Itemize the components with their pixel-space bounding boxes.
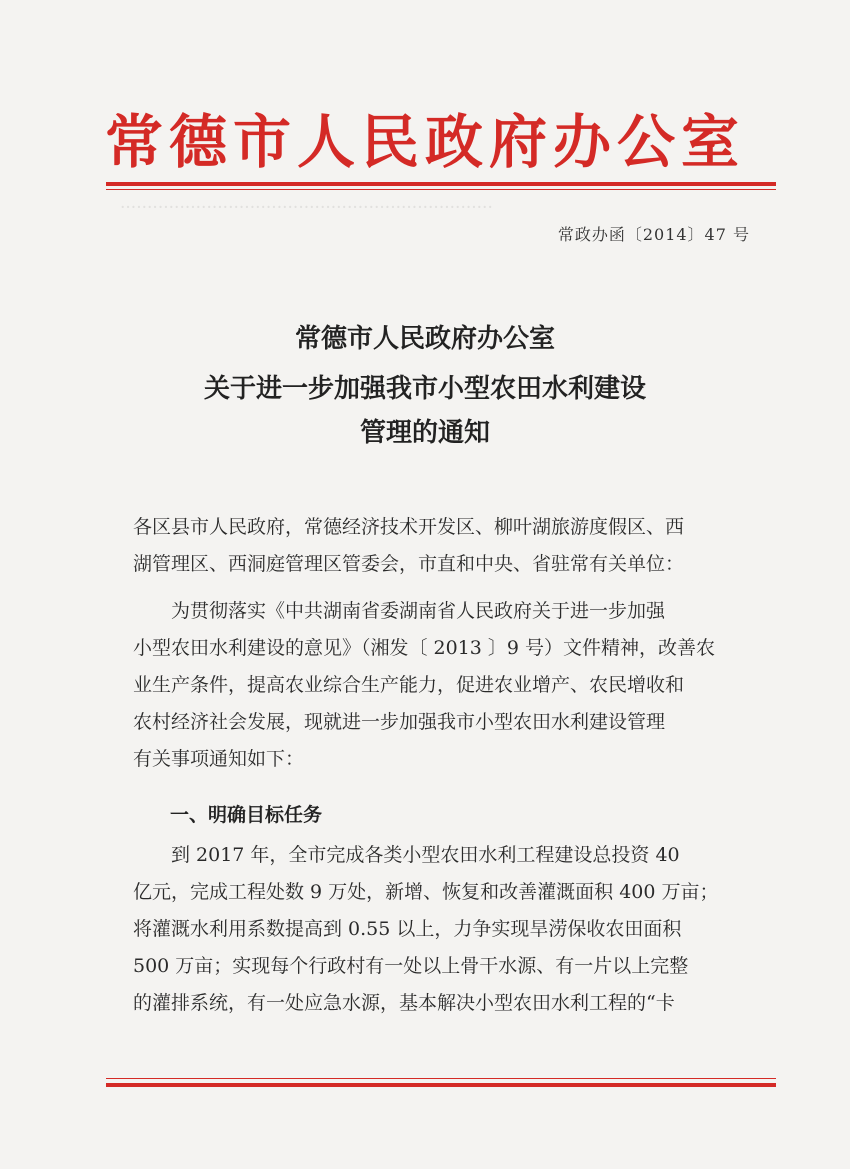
intro-paragraph: [133, 593, 749, 778]
addressee-line: 湖管理区、西洞庭管理区管委会，市直和中央、省驻常有关单位：: [133, 553, 685, 575]
paragraph-line: 小型农田水利建设的意见》（湘发〔 2013 〕9 号）文件精神，改善农: [133, 637, 716, 659]
bleed-through-text: ·····································································: [120, 198, 493, 218]
paragraph-line: 有关事项通知如下：: [133, 748, 305, 770]
paragraph-line: 500 万亩；实现每个行政村有一处以上骨干水源、有一片以上完整: [133, 955, 689, 977]
section-heading: 一、明确目标任务: [170, 804, 323, 826]
addressee: [133, 509, 749, 583]
document-number: 常政办函〔2014〕47 号: [557, 225, 750, 244]
title-line-1: 常德市人民政府办公室: [294, 324, 555, 354]
masthead-rule-thin: [106, 189, 776, 190]
paragraph-line: 农村经济社会发展，现就进一步加强我市小型农田水利建设管理: [133, 711, 666, 733]
paragraph-line: 业生产条件，提高农业综合生产能力，促进农业增产、农民增收和: [133, 674, 685, 696]
footer-rule-thin: [106, 1078, 776, 1079]
addressee-line: 各区县市人民政府，常德经济技术开发区、柳叶湖旅游度假区、西: [133, 516, 685, 538]
paragraph-line: 将灌溉水利用系数提高到 0.55 以上，力争实现旱涝保收农田面积: [133, 918, 682, 940]
masthead-title: 常德市人民政府办公室: [104, 108, 745, 176]
title-line-2: 关于进一步加强我市小型农田水利建设: [203, 374, 646, 404]
paragraph-line: 为贯彻落实《中共湖南省委湖南省人民政府关于进一步加强: [171, 600, 666, 622]
section-paragraph: [133, 837, 749, 1022]
footer-rule: [106, 1083, 776, 1087]
masthead-rule: [106, 182, 776, 186]
title-line-3: 管理的通知: [359, 418, 490, 448]
paragraph-line: 亿元，完成工程处数 9 万处，新增、恢复和改善灌溉面积 400 万亩；: [133, 881, 719, 903]
paragraph-line: 的灌排系统，有一处应急水源，基本解决小型农田水利工程的“卡: [133, 992, 675, 1014]
paragraph-line: 到 2017 年，全市完成各类小型农田水利工程建设总投资 40: [171, 844, 680, 866]
